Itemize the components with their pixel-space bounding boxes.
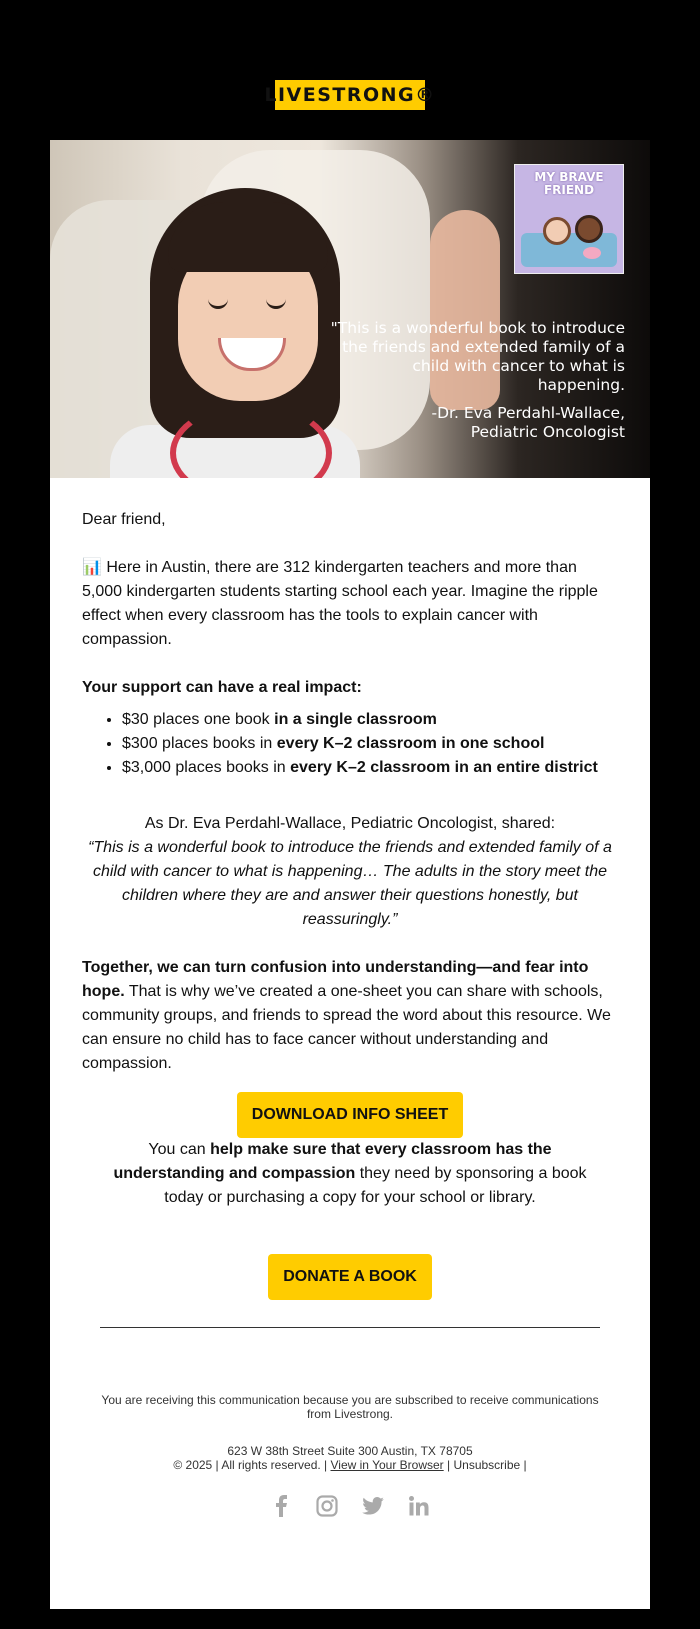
footer xyxy=(50,1328,650,1518)
footer-rights: © 2025 | All rights reserved. | xyxy=(173,1458,331,1472)
hero-quote-attribution xyxy=(325,404,625,442)
facebook-icon[interactable] xyxy=(269,1494,293,1518)
together-paragraph xyxy=(82,956,618,1076)
cta-bold: help make sure that every classroom has the understanding and compassion xyxy=(113,1141,552,1182)
list-item xyxy=(122,732,618,756)
footer-separator: | xyxy=(520,1458,527,1472)
footer-separator: | xyxy=(443,1458,454,1472)
impact-detail: every K–2 classroom in an entire district xyxy=(290,759,598,776)
hero-quote-role: Pediatric Oncologist xyxy=(470,423,625,441)
linkedin-icon[interactable] xyxy=(407,1494,431,1518)
donate-a-book-button[interactable]: DONATE A BOOK xyxy=(268,1254,432,1300)
instagram-icon[interactable] xyxy=(315,1494,339,1518)
impact-list xyxy=(82,708,618,780)
footer-notice: You are receiving this communication because you are subscribed to receive communications from Livestrong. xyxy=(101,1393,599,1421)
cta-pre: You can xyxy=(148,1141,211,1158)
together-text: That is why we’ve created a one-sheet you can share with schools, community groups, and friends to spread the word about this resource. We can ensure no child has to face cancer without understanding and compassion. xyxy=(82,983,611,1072)
impact-amount: $3,000 places books in xyxy=(122,759,291,776)
footer-address: 623 W 38th Street Suite 300 Austin, TX 78705 xyxy=(227,1444,473,1458)
intro-paragraph xyxy=(82,556,618,652)
footer-links xyxy=(90,1458,610,1472)
book-character xyxy=(575,215,603,243)
hair-bangs xyxy=(168,202,328,272)
list-item xyxy=(122,708,618,732)
letter-body xyxy=(50,478,650,1328)
email-card xyxy=(50,140,650,1609)
header xyxy=(0,0,700,140)
impact-detail: every K–2 classroom in one school xyxy=(276,735,545,752)
together-bold: Together, we can turn confusion into understanding—and fear into hope. xyxy=(82,959,589,1000)
bar-chart-icon: 📊 xyxy=(82,559,102,576)
shared-quote: “This is a wonderful book to introduce the friends and extended family of a child with cancer to what is happening… The adults in the story meet the children where they are and answer their questions honestly, but reassuringly.” xyxy=(88,839,612,928)
unsubscribe-link[interactable]: Unsubscribe xyxy=(453,1458,521,1472)
shared-intro: As Dr. Eva Perdahl-Wallace, Pediatric Oncologist, shared: xyxy=(144,815,556,832)
view-in-browser-link[interactable]: View in Your Browser xyxy=(330,1458,444,1472)
impact-amount: $300 places books in xyxy=(122,735,277,752)
social-links xyxy=(90,1494,610,1518)
hero-quote-author: -Dr. Eva Perdahl-Wallace, xyxy=(431,404,625,422)
greeting: Dear friend, xyxy=(82,511,166,528)
cta-paragraph xyxy=(82,1138,618,1210)
livestrong-logo[interactable]: LIVESTRONG® xyxy=(275,80,425,110)
book-pig xyxy=(583,247,601,259)
twitter-icon[interactable] xyxy=(361,1494,385,1518)
book-cover xyxy=(514,164,624,274)
hero-quote: "This is a wonderful book to introduce the friends and extended family of a child with cancer to what is happening. xyxy=(330,319,625,394)
impact-amount: $30 places one book xyxy=(122,711,275,728)
impact-heading: Your support can have a real impact: xyxy=(82,679,362,696)
download-info-sheet-button[interactable]: DOWNLOAD INFO SHEET xyxy=(237,1092,463,1138)
impact-detail: in a single classroom xyxy=(274,711,437,728)
cta-post: they need by sponsoring a book today or purchasing a copy for your school or library. xyxy=(164,1165,587,1206)
intro-text: Here in Austin, there are 312 kindergarten teachers and more than 5,000 kindergarten students starting school each year. Imagine the ripple effect when every classroom has the tools to explain cancer with compassion. xyxy=(82,559,598,648)
book-title: MY BRAVE FRIEND xyxy=(534,170,604,197)
hero-image xyxy=(50,140,650,478)
book-character xyxy=(543,217,571,245)
list-item xyxy=(122,756,618,780)
